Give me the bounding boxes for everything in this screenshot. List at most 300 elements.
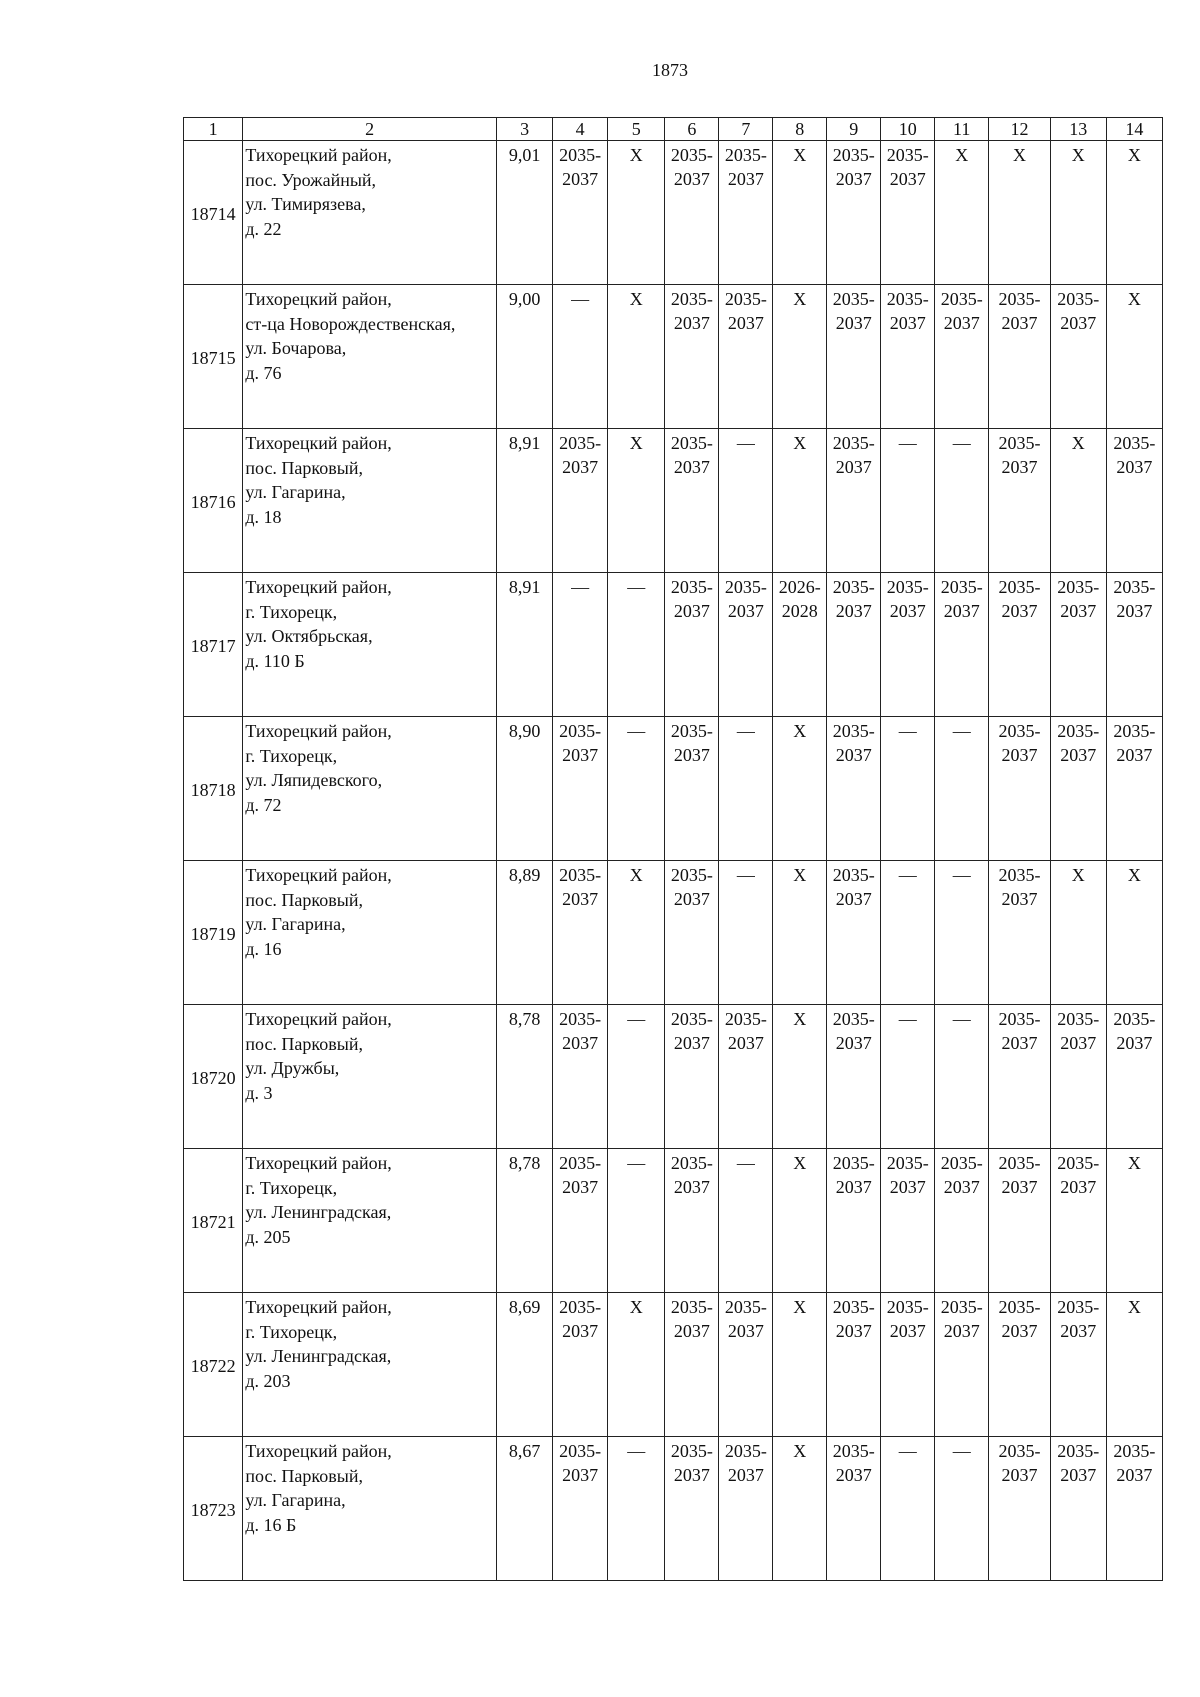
- value-line: 2035-: [670, 865, 713, 885]
- value-line: 2035-: [998, 721, 1041, 741]
- value-cell: [881, 429, 935, 573]
- value-line: X: [1127, 145, 1141, 165]
- address-line: ул. Ленинградская,: [245, 1346, 392, 1366]
- value-cell: [935, 573, 989, 717]
- value-line: 2035-: [670, 433, 713, 453]
- value-cell: [719, 285, 773, 429]
- row-id: 18721: [184, 1149, 243, 1293]
- value-line: 2037: [835, 601, 872, 621]
- value-line: 2037: [562, 1177, 599, 1197]
- value-line: X: [955, 145, 969, 165]
- address-line: Тихорецкий район,: [245, 865, 392, 885]
- value-cell: [773, 861, 827, 1005]
- value-line: —: [898, 865, 917, 885]
- value-cell: [553, 717, 608, 861]
- value-line: X: [1127, 289, 1141, 309]
- value-line: 2037: [1060, 313, 1097, 333]
- value-line: 2035-: [670, 721, 713, 741]
- value-line: X: [1127, 865, 1141, 885]
- value-cell: [881, 285, 935, 429]
- address-cell: [243, 717, 497, 861]
- column-header: 1: [184, 118, 243, 141]
- value-cell: [1106, 1437, 1162, 1581]
- value-line: 2035-: [724, 1441, 767, 1461]
- value-cell: [719, 861, 773, 1005]
- value-line: —: [898, 1441, 917, 1461]
- value-line: 2035-: [724, 1297, 767, 1317]
- value-line: 2035-: [832, 577, 875, 597]
- value-cell: [935, 861, 989, 1005]
- address-cell: [243, 285, 497, 429]
- page-number: 1873: [652, 60, 688, 80]
- address-line: д. 205: [245, 1226, 291, 1247]
- value-cell: [1050, 861, 1106, 1005]
- value-line: 2035-: [832, 1153, 875, 1173]
- value-line: 2035-: [559, 1153, 602, 1173]
- value-cell: [1050, 1005, 1106, 1149]
- column-header: 8: [773, 118, 827, 141]
- column-header: 12: [989, 118, 1051, 141]
- value-line: 2035-: [832, 865, 875, 885]
- column-header: 7: [719, 118, 773, 141]
- value-cell: [881, 1293, 935, 1437]
- value-line: 2035-: [559, 1009, 602, 1029]
- address-line: д. 76: [245, 362, 282, 383]
- value-line: 2037: [889, 313, 926, 333]
- value-line: 2035-: [1113, 1009, 1156, 1029]
- table-row: [184, 1437, 1163, 1581]
- column-header: 3: [497, 118, 553, 141]
- address-line: ул. Гагарина,: [245, 914, 346, 934]
- value-line: 2035-: [1057, 577, 1100, 597]
- value-line: 2037: [889, 1321, 926, 1341]
- row-id: 18714: [184, 141, 243, 285]
- column-header: 14: [1106, 118, 1162, 141]
- value-line: 2035-: [886, 577, 929, 597]
- value-cell: [608, 861, 665, 1005]
- value-cell: [935, 285, 989, 429]
- address-line: пос. Парковый,: [245, 1033, 363, 1054]
- value-cell: [553, 141, 608, 285]
- address-cell: [243, 429, 497, 573]
- value-cell: [827, 1149, 881, 1293]
- address-line: д. 18: [245, 506, 282, 527]
- value-line: 2035-: [1057, 1153, 1100, 1173]
- value-line: 2037: [835, 889, 872, 909]
- row-id: 18719: [184, 861, 243, 1005]
- value-cell: [773, 717, 827, 861]
- value-cell: [827, 429, 881, 573]
- value-line: 2037: [562, 1033, 599, 1053]
- value-line: 2037: [673, 313, 710, 333]
- value-line: 2037: [835, 169, 872, 189]
- address-line: г. Тихорецк,: [245, 1177, 338, 1198]
- value-line: 2035-: [940, 577, 983, 597]
- value-cell: [608, 1149, 665, 1293]
- value-line: X: [793, 1009, 807, 1029]
- value-cell: [827, 285, 881, 429]
- value-cell: [773, 285, 827, 429]
- value-line: X: [1127, 1153, 1141, 1173]
- value-cell: [773, 573, 827, 717]
- value-cell: [719, 1437, 773, 1581]
- value-cell: [989, 861, 1051, 1005]
- table-body: [184, 141, 1163, 1581]
- value-cell: [881, 1437, 935, 1581]
- value-line: 2037: [727, 1033, 764, 1053]
- address-line: Тихорецкий район,: [245, 1297, 392, 1317]
- value-cell: [935, 1005, 989, 1149]
- value-cell: [553, 1293, 608, 1437]
- value-line: 2037: [727, 1465, 764, 1485]
- value-line: 2035-: [998, 865, 1041, 885]
- value-line: X: [793, 721, 807, 741]
- value-cell: [935, 1149, 989, 1293]
- address-line: г. Тихорецк,: [245, 1321, 338, 1342]
- value-cell: [719, 717, 773, 861]
- value-cell: [665, 1005, 719, 1149]
- value-line: X: [629, 865, 643, 885]
- value-cell: [1050, 1149, 1106, 1293]
- table-row: [184, 1293, 1163, 1437]
- value-line: 2037: [562, 1465, 599, 1485]
- value-cell: [665, 717, 719, 861]
- value-line: 2035-: [886, 1153, 929, 1173]
- value-cell: [719, 1005, 773, 1149]
- value-line: 2037: [835, 745, 872, 765]
- value-line: 2035-: [832, 289, 875, 309]
- value-line: 2035-: [670, 1009, 713, 1029]
- table-row: [184, 429, 1163, 573]
- value-line: X: [793, 1297, 807, 1317]
- value-line: —: [627, 1009, 646, 1029]
- address-cell: [243, 1005, 497, 1149]
- value-line: 2035-: [832, 145, 875, 165]
- value-cell: [608, 717, 665, 861]
- value-line: 2037: [673, 1177, 710, 1197]
- value-cell: [989, 1005, 1051, 1149]
- value-line: 2037: [943, 601, 980, 621]
- value-cell: [1050, 429, 1106, 573]
- value-line: 2037: [1001, 313, 1038, 333]
- value-cell: [935, 717, 989, 861]
- value-cell: [608, 141, 665, 285]
- address-line: ул. Гагарина,: [245, 482, 346, 502]
- value-line: 2037: [1116, 745, 1153, 765]
- value-line: 2035-: [670, 577, 713, 597]
- value-cell: [935, 1437, 989, 1581]
- row-id: 18718: [184, 717, 243, 861]
- address-line: пос. Парковый,: [245, 889, 363, 910]
- address-line: д. 72: [245, 794, 282, 815]
- value-cell: [827, 861, 881, 1005]
- value-cell: [1106, 1005, 1162, 1149]
- address-line: г. Тихорецк,: [245, 601, 338, 622]
- value-cell: [608, 1437, 665, 1581]
- value-line: 2037: [835, 457, 872, 477]
- value-cell: [989, 1149, 1051, 1293]
- value-line: 2037: [673, 601, 710, 621]
- area-cell: 8,67: [497, 1437, 553, 1581]
- value-cell: [773, 429, 827, 573]
- value-line: 2037: [562, 745, 599, 765]
- value-line: 2037: [943, 1177, 980, 1197]
- value-line: —: [571, 577, 590, 597]
- address-line: пос. Парковый,: [245, 1465, 363, 1486]
- address-line: ул. Ленинградская,: [245, 1202, 392, 1222]
- value-cell: [553, 1437, 608, 1581]
- value-line: 2035-: [724, 1009, 767, 1029]
- value-cell: [881, 1005, 935, 1149]
- value-line: 2037: [889, 1177, 926, 1197]
- value-line: 2035-: [670, 145, 713, 165]
- value-line: 2035-: [1057, 1297, 1100, 1317]
- value-line: 2035-: [832, 721, 875, 741]
- value-line: X: [793, 1153, 807, 1173]
- value-line: 2035-: [998, 1009, 1041, 1029]
- value-line: 2037: [1116, 601, 1153, 621]
- value-cell: [553, 861, 608, 1005]
- value-cell: [1106, 1293, 1162, 1437]
- value-line: 2035-: [998, 1441, 1041, 1461]
- value-line: 2037: [1001, 1321, 1038, 1341]
- value-line: 2037: [889, 169, 926, 189]
- address-line: Тихорецкий район,: [245, 721, 392, 741]
- value-cell: [665, 141, 719, 285]
- value-cell: [1050, 285, 1106, 429]
- area-cell: 9,01: [497, 141, 553, 285]
- value-cell: [1050, 1293, 1106, 1437]
- value-cell: [608, 1293, 665, 1437]
- value-line: 2026-: [778, 577, 821, 597]
- value-line: 2035-: [940, 1297, 983, 1317]
- value-line: X: [1127, 1297, 1141, 1317]
- value-line: 2035-: [832, 433, 875, 453]
- value-line: 2035-: [1113, 577, 1156, 597]
- value-line: 2037: [673, 1465, 710, 1485]
- column-header: 9: [827, 118, 881, 141]
- value-cell: [773, 1005, 827, 1149]
- area-cell: 8,69: [497, 1293, 553, 1437]
- value-line: X: [1071, 433, 1085, 453]
- value-cell: [1050, 1437, 1106, 1581]
- value-cell: [1050, 573, 1106, 717]
- value-line: 2035-: [670, 1441, 713, 1461]
- value-line: —: [736, 433, 755, 453]
- table-row: [184, 573, 1163, 717]
- value-line: X: [629, 1297, 643, 1317]
- value-line: 2035-: [724, 577, 767, 597]
- value-line: 2037: [1116, 1465, 1153, 1485]
- value-cell: [773, 1149, 827, 1293]
- value-line: —: [627, 1441, 646, 1461]
- value-line: 2035-: [1113, 1441, 1156, 1461]
- column-header: 11: [935, 118, 989, 141]
- value-line: 2037: [673, 1033, 710, 1053]
- area-cell: 9,00: [497, 285, 553, 429]
- value-line: —: [736, 1153, 755, 1173]
- value-line: —: [898, 433, 917, 453]
- value-cell: [1106, 861, 1162, 1005]
- value-line: 2037: [1060, 1321, 1097, 1341]
- value-line: 2037: [673, 1321, 710, 1341]
- value-line: 2037: [562, 457, 599, 477]
- value-line: 2037: [727, 601, 764, 621]
- address-line: д. 16: [245, 938, 282, 959]
- address-line: ул. Гагарина,: [245, 1490, 346, 1510]
- value-cell: [989, 573, 1051, 717]
- value-line: 2035-: [886, 1297, 929, 1317]
- value-line: 2035-: [670, 1153, 713, 1173]
- address-line: ул. Ляпидевского,: [245, 770, 383, 790]
- value-line: 2037: [1001, 889, 1038, 909]
- value-line: 2035-: [832, 1009, 875, 1029]
- address-line: ул. Тимирязева,: [245, 194, 366, 214]
- value-cell: [1106, 429, 1162, 573]
- address-line: д. 16 Б: [245, 1514, 297, 1535]
- value-line: 2035-: [559, 145, 602, 165]
- value-cell: [719, 141, 773, 285]
- area-cell: 8,78: [497, 1149, 553, 1293]
- value-line: 2037: [1116, 457, 1153, 477]
- value-cell: [1050, 717, 1106, 861]
- value-line: X: [793, 1441, 807, 1461]
- value-line: 2035-: [1057, 1009, 1100, 1029]
- value-cell: [989, 429, 1051, 573]
- value-line: —: [952, 1009, 971, 1029]
- value-line: —: [952, 1441, 971, 1461]
- value-line: 2035-: [559, 1297, 602, 1317]
- value-cell: [665, 1149, 719, 1293]
- value-cell: [881, 141, 935, 285]
- value-line: 2037: [1001, 745, 1038, 765]
- value-line: 2035-: [559, 865, 602, 885]
- value-cell: [773, 141, 827, 285]
- value-cell: [608, 285, 665, 429]
- address-line: Тихорецкий район,: [245, 433, 392, 453]
- address-line: пос. Урожайный,: [245, 169, 377, 190]
- area-cell: 8,90: [497, 717, 553, 861]
- value-line: 2035-: [998, 577, 1041, 597]
- value-cell: [553, 429, 608, 573]
- value-line: —: [952, 721, 971, 741]
- value-cell: [1106, 141, 1162, 285]
- address-line: г. Тихорецк,: [245, 745, 338, 766]
- value-line: —: [627, 721, 646, 741]
- value-cell: [608, 429, 665, 573]
- value-cell: [665, 429, 719, 573]
- value-line: —: [736, 721, 755, 741]
- value-cell: [719, 573, 773, 717]
- value-cell: [827, 717, 881, 861]
- value-line: 2037: [562, 169, 599, 189]
- area-cell: 8,91: [497, 429, 553, 573]
- value-line: 2035-: [724, 145, 767, 165]
- value-line: X: [1071, 145, 1085, 165]
- value-cell: [665, 285, 719, 429]
- value-line: 2037: [835, 313, 872, 333]
- value-line: 2035-: [559, 433, 602, 453]
- value-cell: [881, 717, 935, 861]
- value-line: 2035-: [670, 289, 713, 309]
- value-line: 2035-: [998, 1297, 1041, 1317]
- column-header: 2: [243, 118, 497, 141]
- value-line: 2037: [673, 889, 710, 909]
- value-line: 2037: [727, 1321, 764, 1341]
- value-line: 2035-: [998, 1153, 1041, 1173]
- value-line: 2037: [835, 1321, 872, 1341]
- value-cell: [553, 573, 608, 717]
- value-line: 2037: [1116, 1033, 1153, 1053]
- value-line: 2037: [727, 169, 764, 189]
- value-line: 2035-: [1057, 289, 1100, 309]
- value-line: 2035-: [886, 289, 929, 309]
- column-header: 13: [1050, 118, 1106, 141]
- value-line: —: [736, 865, 755, 885]
- value-line: 2037: [835, 1177, 872, 1197]
- value-cell: [989, 717, 1051, 861]
- value-line: —: [952, 865, 971, 885]
- value-cell: [553, 1149, 608, 1293]
- address-line: д. 22: [245, 218, 282, 239]
- value-line: 2035-: [940, 289, 983, 309]
- value-line: 2037: [1060, 1033, 1097, 1053]
- row-id: 18715: [184, 285, 243, 429]
- value-line: 2035-: [724, 289, 767, 309]
- table-row: [184, 285, 1163, 429]
- value-cell: [935, 1293, 989, 1437]
- value-line: 2035-: [998, 289, 1041, 309]
- value-line: 2028: [781, 601, 818, 621]
- value-cell: [719, 1293, 773, 1437]
- value-cell: [665, 1437, 719, 1581]
- value-cell: [665, 573, 719, 717]
- value-line: —: [898, 721, 917, 741]
- area-cell: 8,91: [497, 573, 553, 717]
- value-line: 2035-: [559, 1441, 602, 1461]
- address-cell: [243, 573, 497, 717]
- value-line: —: [952, 433, 971, 453]
- value-cell: [1106, 717, 1162, 861]
- value-line: 2035-: [1113, 721, 1156, 741]
- value-cell: [553, 285, 608, 429]
- value-cell: [827, 1005, 881, 1149]
- value-line: 2035-: [1057, 1441, 1100, 1461]
- value-cell: [827, 573, 881, 717]
- value-line: 2035-: [940, 1153, 983, 1173]
- address-line: ул. Дружбы,: [245, 1058, 340, 1078]
- value-line: 2035-: [1113, 433, 1156, 453]
- value-cell: [881, 1149, 935, 1293]
- value-line: 2037: [673, 745, 710, 765]
- value-line: 2035-: [559, 721, 602, 741]
- value-cell: [608, 1005, 665, 1149]
- header-row: [184, 118, 1163, 141]
- row-id: 18723: [184, 1437, 243, 1581]
- value-line: 2037: [562, 1321, 599, 1341]
- value-line: 2037: [835, 1465, 872, 1485]
- row-id: 18717: [184, 573, 243, 717]
- value-cell: [935, 429, 989, 573]
- address-line: Тихорецкий район,: [245, 577, 392, 597]
- address-cell: [243, 141, 497, 285]
- value-line: 2035-: [998, 433, 1041, 453]
- value-line: 2035-: [670, 1297, 713, 1317]
- value-line: 2037: [835, 1033, 872, 1053]
- area-cell: 8,78: [497, 1005, 553, 1149]
- address-line: Тихорецкий район,: [245, 1153, 392, 1173]
- value-line: 2035-: [832, 1297, 875, 1317]
